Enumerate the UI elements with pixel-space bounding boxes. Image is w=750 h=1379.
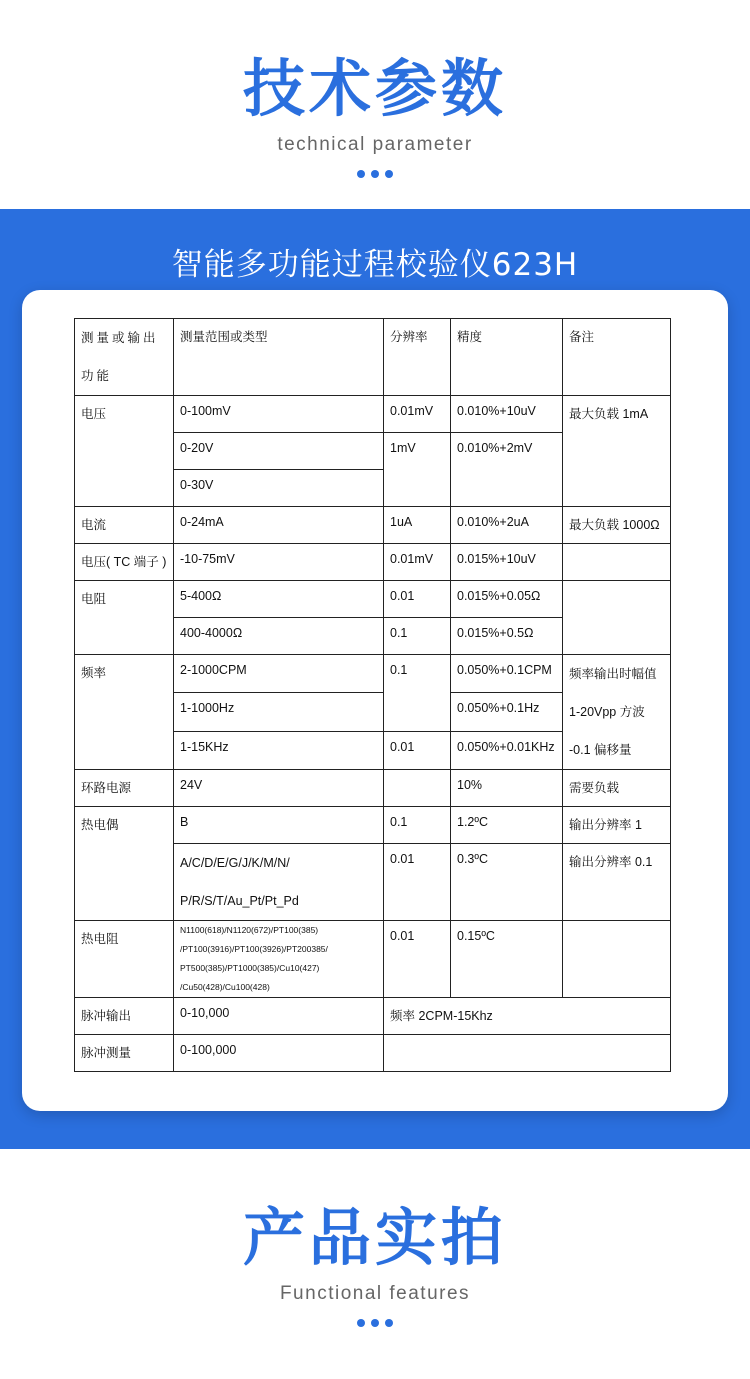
header-notes: 备注: [563, 319, 671, 396]
table-row: [75, 998, 671, 1035]
cell-accuracy: 0.010%+10uV: [451, 396, 563, 433]
cell-note: 输出分辨率 1: [563, 807, 671, 844]
row-label-thermocouple: 热电偶: [75, 807, 174, 921]
cell-accuracy: 0.050%+0.1CPM: [451, 655, 563, 693]
cell-accuracy: 0.015%+0.5Ω: [451, 618, 563, 655]
cell-range-multiline: [174, 921, 384, 998]
cell-note: 输出分辨率 0.1: [563, 844, 671, 921]
cell-accuracy: 1.2ºC: [451, 807, 563, 844]
product-title: 智能多功能过程校验仪623H: [171, 247, 579, 283]
cell-range: 1-1000Hz: [174, 693, 384, 731]
section-header-product-photos: [0, 1201, 750, 1329]
cell-accuracy: 10%: [451, 770, 563, 807]
table-row: [75, 396, 671, 433]
dot-icon: [385, 170, 393, 178]
cell-note: 需要负载: [563, 770, 671, 807]
table-row: [75, 1035, 671, 1072]
row-label-loop-power: 环路电源: [75, 770, 174, 807]
cell-range: 0-100,000: [174, 1035, 384, 1072]
cell-range: 0-24mA: [174, 507, 384, 544]
range-line: /Cu50(428)/Cu100(428): [180, 982, 270, 992]
cell-note: 最大负载 1mA: [563, 396, 671, 507]
cell-resolution: 0.01: [384, 581, 451, 618]
dot-icon: [371, 1319, 379, 1327]
cell-accuracy: 0.010%+2uA: [451, 507, 563, 544]
cell-resolution: 1mV: [384, 433, 451, 507]
cell-note: 最大负载 1000Ω: [563, 507, 671, 544]
section-subtitle: technical parameter: [277, 134, 473, 155]
table-row: [75, 581, 671, 618]
cell-range: 0-20V: [174, 433, 384, 470]
cell-resolution-empty: [384, 770, 451, 807]
cell-accuracy: 0.010%+2mV: [451, 433, 563, 507]
cell-range: 1-15KHz: [174, 731, 384, 769]
cell-resolution: 0.1: [384, 807, 451, 844]
section-subtitle: Functional features: [279, 1283, 471, 1304]
note-line: 频率输出时幅值: [569, 667, 657, 681]
table-row: [75, 655, 671, 693]
cell-range-multiline: [174, 844, 384, 921]
header-resolution: 分辨率: [384, 319, 451, 396]
table-row: [75, 770, 671, 807]
section-title: 技术参数: [242, 52, 507, 125]
header-function: 测量或输出功能: [75, 319, 174, 396]
dot-icon: [385, 1319, 393, 1327]
cell-note-empty: [563, 921, 671, 998]
cell-resolution: 0.1: [384, 618, 451, 655]
cell-accuracy: 0.015%+10uV: [451, 544, 563, 581]
dots-divider: [0, 170, 750, 180]
range-line: P/R/S/T/Au_Pt/Pt_Pd: [180, 894, 299, 908]
cell-accuracy: 0.015%+0.05Ω: [451, 581, 563, 618]
range-line: PT500(385)/PT1000(385)/Cu10(427): [180, 963, 320, 973]
note-line: -0.1 偏移量: [569, 743, 632, 757]
cell-resolution: 0.01: [384, 921, 451, 998]
section-title: 产品实拍: [242, 1201, 507, 1274]
cell-accuracy: 0.3ºC: [451, 844, 563, 921]
table-row: [75, 807, 671, 844]
row-label-pulse-output: 脉冲输出: [75, 998, 174, 1035]
cell-resolution: 0.01: [384, 844, 451, 921]
row-label-rtd: 热电阻: [75, 921, 174, 998]
cell-accuracy: 0.15ºC: [451, 921, 563, 998]
header-range: 测量范围或类型: [174, 319, 384, 396]
dots-divider: [0, 1319, 750, 1329]
cell-spec-empty: [384, 1035, 671, 1072]
row-label-current: 电流: [75, 507, 174, 544]
table-row: [75, 921, 671, 998]
cell-resolution: 0.01mV: [384, 544, 451, 581]
header-accuracy: 精度: [451, 319, 563, 396]
cell-range: 0-30V: [174, 470, 384, 507]
cell-note-empty: [563, 581, 671, 655]
table-row: [75, 544, 671, 581]
cell-range: 2-1000CPM: [174, 655, 384, 693]
dot-icon: [357, 170, 365, 178]
cell-range: 0-100mV: [174, 396, 384, 433]
dot-icon: [357, 1319, 365, 1327]
cell-range: 0-10,000: [174, 998, 384, 1035]
row-label-frequency: 频率: [75, 655, 174, 770]
row-label-tc-voltage: 电压( TC 端子 ): [75, 544, 174, 581]
cell-resolution: 1uA: [384, 507, 451, 544]
dot-icon: [371, 170, 379, 178]
cell-range: 5-400Ω: [174, 581, 384, 618]
spec-table: [74, 318, 671, 1072]
cell-note-empty: [563, 544, 671, 581]
cell-range: B: [174, 807, 384, 844]
cell-note-frequency: [563, 655, 671, 770]
cell-range: 400-4000Ω: [174, 618, 384, 655]
cell-range: 24V: [174, 770, 384, 807]
cell-resolution: 0.01mV: [384, 396, 451, 433]
row-label-voltage: 电压: [75, 396, 174, 507]
cell-range: -10-75mV: [174, 544, 384, 581]
table-header-row: [75, 319, 671, 396]
range-line: /PT100(3916)/PT100(3926)/PT200385/: [180, 944, 328, 954]
range-line: N1100(618)/N1120(672)/PT100(385): [180, 925, 319, 935]
section-header-technical: [0, 52, 750, 180]
row-label-pulse-measure: 脉冲测量: [75, 1035, 174, 1072]
cell-accuracy: 0.050%+0.1Hz: [451, 693, 563, 731]
cell-accuracy: 0.050%+0.01KHz: [451, 731, 563, 769]
cell-resolution: 0.1: [384, 655, 451, 732]
note-line: 1-20Vpp 方波: [569, 705, 645, 719]
row-label-resistance: 电阻: [75, 581, 174, 655]
cell-resolution: 0.01: [384, 731, 451, 769]
range-line: A/C/D/E/G/J/K/M/N/: [180, 856, 290, 870]
table-row: [75, 507, 671, 544]
cell-spec: 频率 2CPM-15Khz: [384, 998, 671, 1035]
